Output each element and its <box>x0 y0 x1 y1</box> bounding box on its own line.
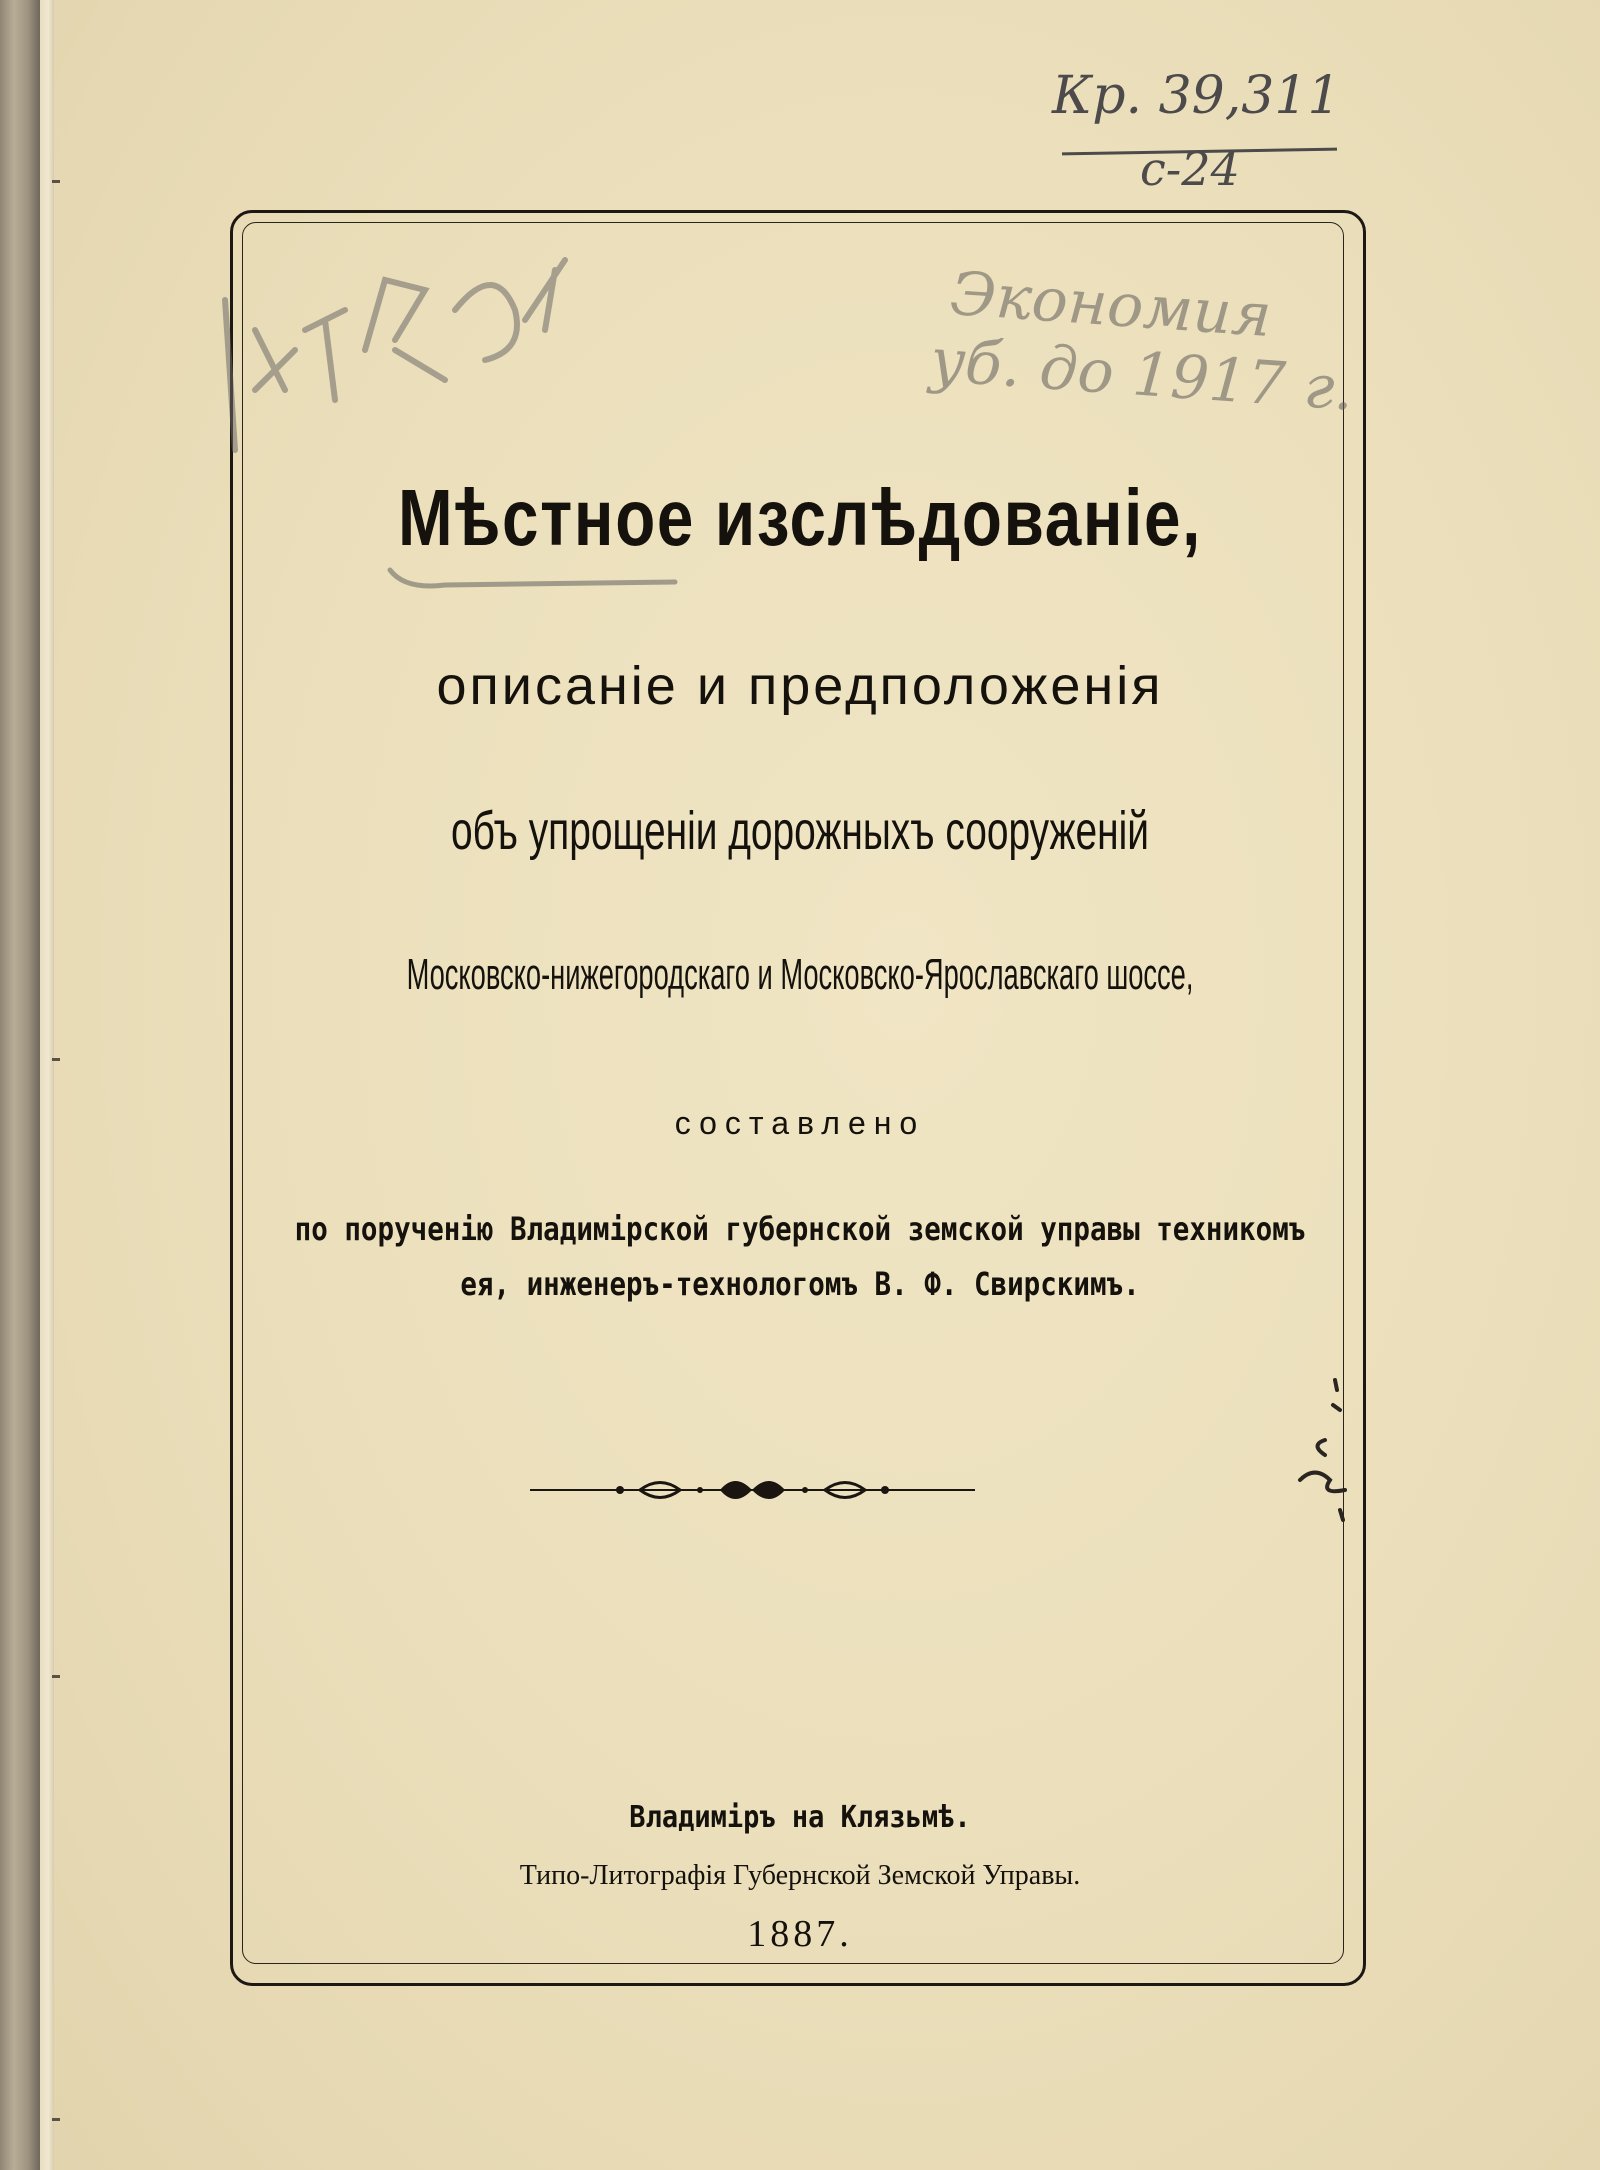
binding-stitch <box>52 2118 60 2121</box>
compiled-label: составлено <box>674 1105 926 1141</box>
document-title: Мѣстное изслѣдованіе, <box>398 473 1202 562</box>
book-spine <box>0 0 40 2170</box>
subject-line: объ упрощеніи дорожныхъ сооруженій <box>451 801 1149 861</box>
pencil-note-line-1: Экономия <box>947 258 1274 352</box>
binding-stitch <box>52 1058 60 1061</box>
shelfmark-line-2: с-24 <box>1140 142 1240 196</box>
document-subtitle: описаніе и предположенія <box>436 656 1164 716</box>
binding-stitch <box>52 1675 60 1678</box>
author-line-1: по порученію Владимірской губернской земской управы техникомъ <box>294 1210 1306 1248</box>
imprint-year: 1887. <box>747 1913 853 1955</box>
decorative-ornament-divider <box>530 1470 975 1510</box>
imprint-place: Владиміръ на Клязьмѣ. <box>629 1800 971 1835</box>
shelfmark-line-1: Кр. 39,311 <box>1052 66 1341 126</box>
binding-stitch <box>52 180 60 183</box>
pencil-note-line-2: уб. до 1917 г. <box>928 325 1356 425</box>
pencil-underline-mark <box>385 560 685 600</box>
ink-margin-mark <box>1285 1370 1365 1530</box>
imprint-printer: Типо-Литографія Губернской Земской Управы. <box>519 1860 1081 1891</box>
page-edge <box>40 0 54 2170</box>
roads-line: Московско-нижегородскаго и Московско-Ярославскаго шоссе, <box>406 950 1194 999</box>
pencil-scribble <box>195 150 575 470</box>
author-line-2: ея, инженеръ-технологомъ В. Ф. Свирскимъ. <box>460 1265 1140 1303</box>
